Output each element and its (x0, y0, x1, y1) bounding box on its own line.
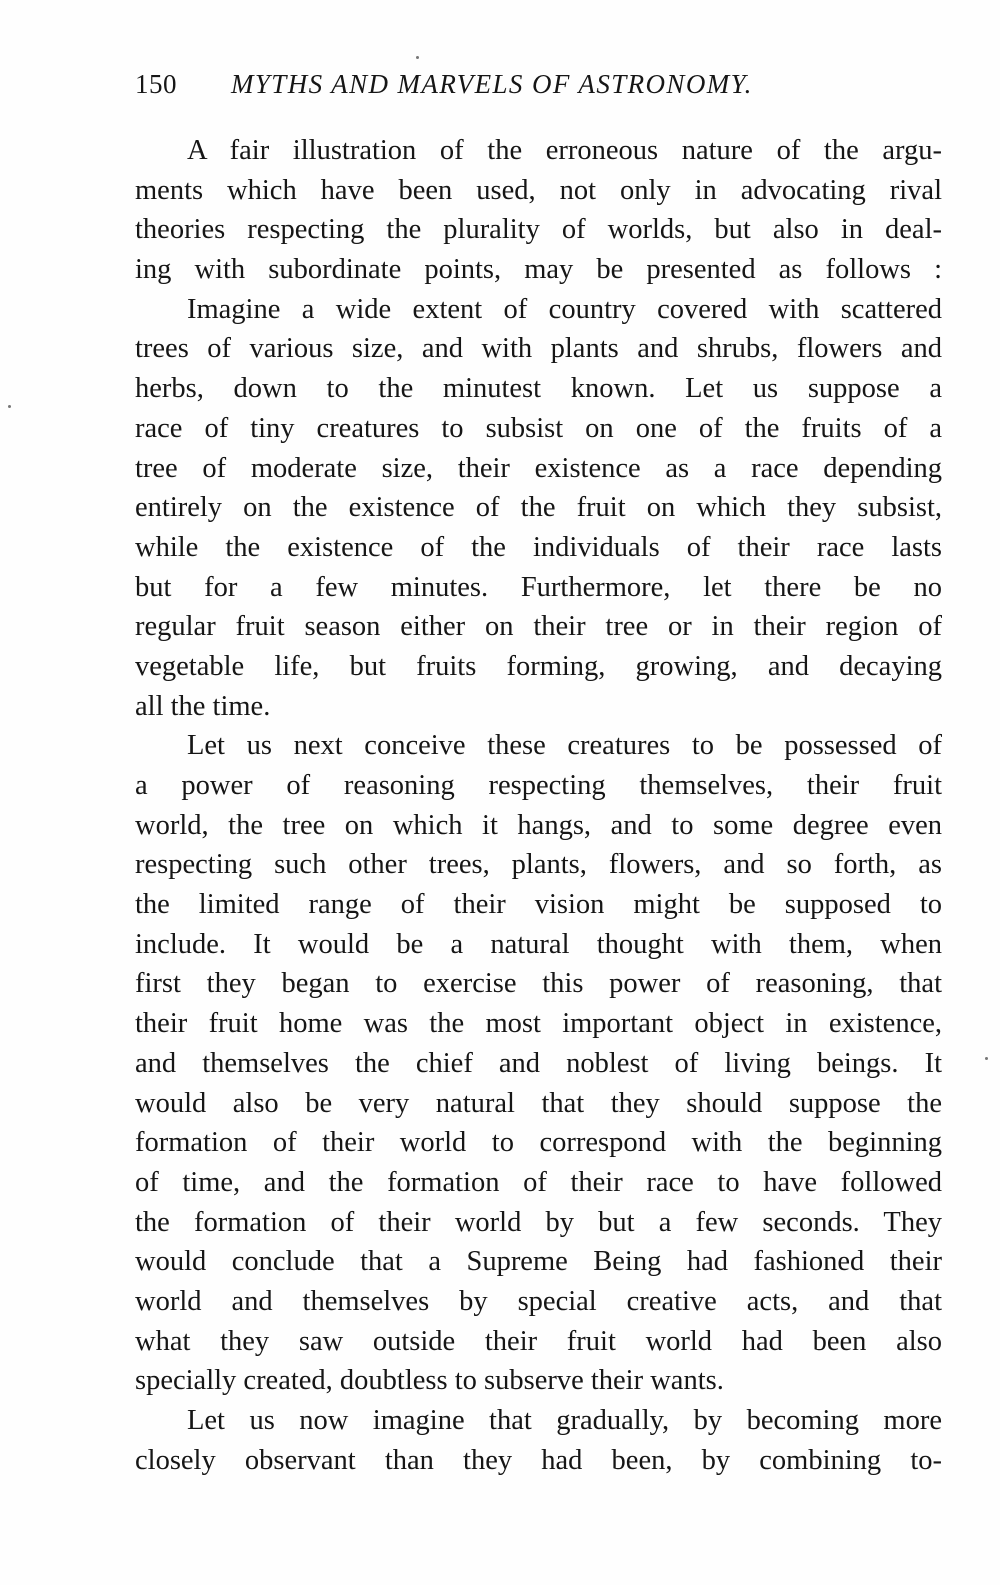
text-line: Let us next conceive these creatures to be possessed of (187, 730, 942, 762)
text-line: entirely on the existence of the fruit on which they subsist, (135, 492, 942, 524)
text-line: trees of various size, and with plants and shrubs, flowers and (135, 333, 942, 365)
text-line: but for a few minutes. Furthermore, let there be no (135, 571, 942, 603)
text-line: while the existence of the individuals of their race lasts (135, 531, 942, 563)
text-line: their fruit home was the most important object in existence, (135, 1008, 942, 1040)
text-line: regular fruit season either on their tree or in their region of (135, 611, 942, 643)
text-line: would also be very natural that they should suppose the (135, 1087, 942, 1119)
text-line: specially created, doubtless to subserve their wants. (135, 1365, 724, 1397)
text-line: theories respecting the plurality of worlds, but also in deal- (135, 214, 942, 246)
text-line: ments which have been used, not only in advocating rival (135, 174, 942, 206)
text-line: and themselves the chief and noblest of living beings. It (135, 1047, 942, 1079)
text-line: the limited range of their vision might be supposed to (135, 889, 942, 921)
text-line: include. It would be a natural thought with them, when (135, 928, 942, 960)
running-head (135, 64, 940, 104)
text-line: of time, and the formation of their race to have followed (135, 1166, 942, 1198)
text-line: first they began to exercise this power of reasoning, that (135, 968, 942, 1000)
text-line: a power of reasoning respecting themselves, their fruit (135, 770, 942, 801)
text-line: ing with subordinate points, may be presented as follows : (135, 254, 942, 286)
text-line: Imagine a wide extent of country covered with scattered (187, 293, 942, 325)
text-line: herbs, down to the minutest known. Let us suppose a (135, 373, 942, 405)
text-line: all the time. (135, 690, 271, 722)
book-title: MYTHS AND MARVELS OF ASTRONOMY. (231, 69, 753, 99)
text-line: Let us now imagine that gradually, by becoming more (187, 1405, 942, 1436)
text-line: tree of moderate size, their existence as a race depending (135, 452, 942, 484)
text-line: world, the tree on which it hangs, and to some degree even (135, 809, 942, 841)
text-line: would conclude that a Supreme Being had fashioned their (135, 1246, 942, 1278)
text-line: what they saw outside their fruit world had been also (135, 1325, 942, 1357)
scan-speck (8, 405, 11, 408)
page-number: 150 (135, 69, 177, 99)
text-line: the formation of their world by but a few seconds. They (135, 1206, 942, 1238)
text-line: formation of their world to correspond with the beginning (135, 1127, 942, 1159)
text-line: race of tiny creatures to subsist on one of the fruits of a (135, 412, 942, 444)
text-line: closely observant than they had been, by combining to- (135, 1444, 942, 1476)
scan-speck (985, 1057, 988, 1060)
text-line: vegetable life, but fruits forming, growing, and decaying (135, 650, 942, 682)
scan-speck (416, 56, 419, 59)
body-text (135, 131, 942, 1480)
text-line: respecting such other trees, plants, flowers, and so forth, as (135, 849, 942, 881)
text-line: world and themselves by special creative acts, and that (135, 1285, 942, 1317)
text-line: A fair illustration of the erroneous nature of the argu- (187, 135, 942, 166)
